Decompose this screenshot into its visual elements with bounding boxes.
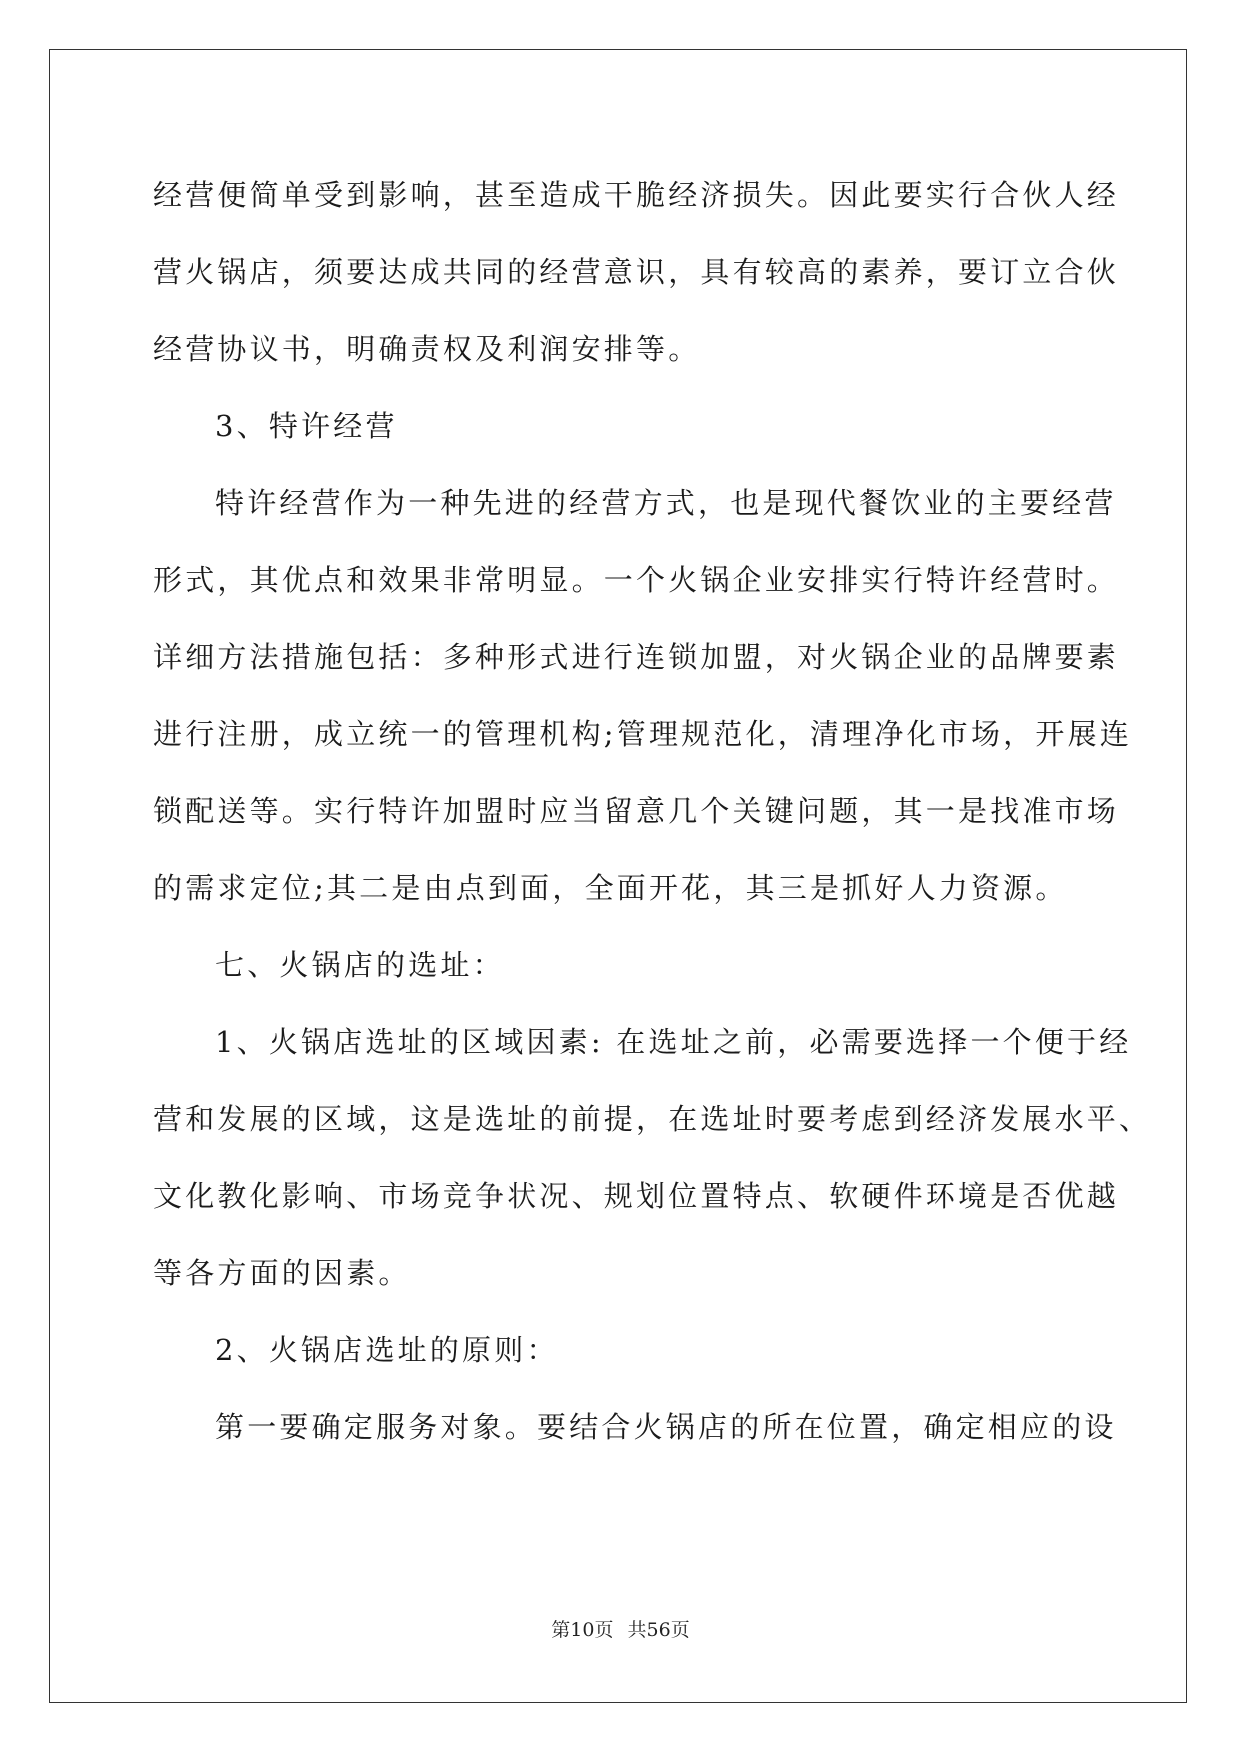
- text-line: 经营协议书，明确责权及利润安排等。: [153, 332, 701, 366]
- text-line: 进行注册，成立统一的管理机构;管理规范化，清理净化市场，开展连: [153, 717, 1132, 751]
- text-line: 第一要确定服务对象。要结合火锅店的所在位置，确定相应的设: [215, 1410, 1117, 1444]
- page-total: 共56页: [627, 1619, 690, 1641]
- text-line: 特许经营作为一种先进的经营方式，也是现代餐饮业的主要经营: [215, 486, 1117, 520]
- text-line: 1、火锅店选址的区域因素: 在选址之前，必需要选择一个便于经: [215, 1025, 1132, 1059]
- page-footer: [0, 1615, 1241, 1642]
- text-line: 等各方面的因素。: [153, 1256, 411, 1290]
- text-line: 的需求定位;其二是由点到面，全面开花，其三是抓好人力资源。: [153, 871, 1068, 905]
- text-line: 详细方法措施包括：多种形式进行连锁加盟，对火锅企业的品牌要素: [153, 640, 1120, 674]
- section-heading: 七、火锅店的选址：: [215, 948, 505, 982]
- text-line: 形式，其优点和效果非常明显。一个火锅企业安排实行特许经营时。: [153, 563, 1120, 597]
- text-line: 营火锅店，须要达成共同的经营意识，具有较高的素养，要订立合伙: [153, 255, 1120, 289]
- text-line: 经营便简单受到影响，甚至造成干脆经济损失。因此要实行合伙人经: [153, 178, 1120, 212]
- text-line: 营和发展的区域，这是选址的前提，在选址时要考虑到经济发展水平、: [153, 1102, 1152, 1136]
- page-number: 第10页: [551, 1619, 614, 1641]
- section-heading: 2、火锅店选址的原则：: [215, 1333, 559, 1367]
- document-body: [153, 165, 1152, 1474]
- text-line: 锁配送等。实行特许加盟时应当留意几个关键问题，其一是找准市场: [153, 794, 1120, 828]
- section-heading: 3、特许经营: [215, 409, 398, 443]
- text-line: 文化教化影响、市场竞争状况、规划位置特点、软硬件环境是否优越: [153, 1179, 1120, 1213]
